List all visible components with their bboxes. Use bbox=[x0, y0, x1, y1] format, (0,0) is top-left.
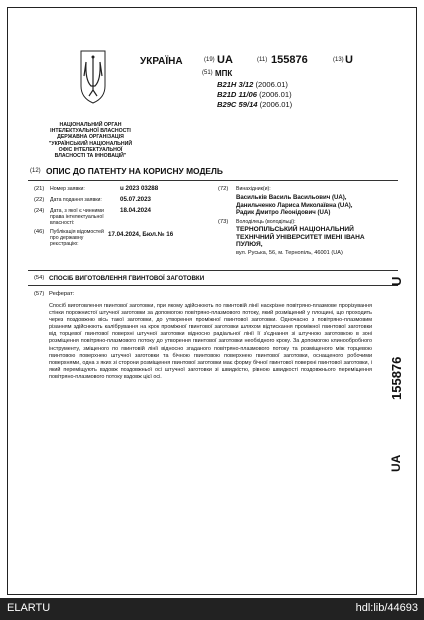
invention-title: СПОСІБ ВИГОТОВЛЕННЯ ГВИНТОВОЇ ЗАГОТОВКИ bbox=[49, 275, 205, 282]
side-kind: U bbox=[389, 276, 404, 286]
inventors-list: Васильків Василь Васильович (UA), Данильченко Лариса Миколаївна (UA), Радик Дмитро Леонідович (UA) bbox=[236, 194, 353, 217]
field-73-label: Володілець (володільці): bbox=[236, 219, 296, 225]
side-patent-number bbox=[387, 276, 411, 476]
field-21-code: (21) bbox=[34, 186, 45, 192]
ipc-label: МПК bbox=[215, 69, 233, 78]
field-57-code: (57) bbox=[34, 291, 45, 297]
field-46-code: (46) bbox=[34, 229, 45, 235]
divider bbox=[28, 270, 398, 271]
abstract-label: Реферат: bbox=[49, 291, 75, 297]
side-number: 155876 bbox=[389, 356, 404, 400]
code-12: (12) bbox=[30, 168, 41, 174]
field-72-code: (72) bbox=[218, 186, 229, 192]
owner-name: ТЕРНОПІЛЬСЬКИЙ НАЦІОНАЛЬНИЙ ТЕХНІЧНИЙ УНІВЕРСИТЕТ ІМЕНІ ІВАНА ПУЛЮЯ, bbox=[236, 226, 365, 249]
field-72-label: Винахідник(и): bbox=[236, 186, 271, 192]
code-11: (11) bbox=[257, 57, 268, 63]
owner-address: вул. Руська, 56, м. Тернопіль, 46001 (UA) bbox=[236, 250, 343, 256]
kind-code: U bbox=[345, 54, 353, 66]
ipc-entry: B21H 3/12 (2006.01) bbox=[217, 80, 288, 89]
patent-number: 155876 bbox=[271, 54, 308, 66]
divider bbox=[28, 285, 398, 286]
field-24-value: 18.04.2024 bbox=[120, 207, 151, 214]
ipc-entry: B21D 11/06 (2006.01) bbox=[217, 90, 292, 99]
side-ua: UA bbox=[389, 454, 403, 472]
country-name: УКРАЇНА bbox=[140, 56, 183, 67]
ipc-entry: B29C 59/14 (2006.01) bbox=[217, 100, 293, 109]
footer-source: ELARTU bbox=[7, 602, 51, 614]
field-24-label: Дата, з якої є чинними права інтелектуальної власності: bbox=[50, 208, 104, 227]
field-54-code: (54) bbox=[34, 275, 45, 281]
field-46-label: Публікація відомостей про державну реєстрацію: bbox=[50, 229, 104, 248]
coat-of-arms-icon bbox=[80, 50, 106, 104]
code-13: (13) bbox=[333, 57, 344, 63]
divider bbox=[28, 180, 398, 181]
field-22-label: Дата подання заявки: bbox=[50, 197, 102, 203]
field-21-label: Номер заявки: bbox=[50, 186, 85, 192]
field-73-code: (73) bbox=[218, 219, 229, 225]
field-22-code: (22) bbox=[34, 197, 45, 203]
country-code: UA bbox=[217, 54, 233, 66]
abstract-text: Спосіб виготовлення гвинтової заготовки, при якому здійснюють по гвинтовій лінії наскрізне повітряно-плазмове прорізування стінки порожнистої штучної заготовки за допомогою повітряно-плазмового потоку, який розміщений у площині, що проходить через поздовжню вісь такої заготовки, до утворення проміжної гвинтової заготовки. Одночасно з повітряно-плазмовим різанням здійснюють калібрування на крок проміжної гвинтової заготовки шляхом відтискання проміжної гвинтової заготовки від торцевої гвинтової поверхні штучної заготовки відносно радіальної лінії її з'єднання зі штучною заготовкою в зоні розміщення повітряно-плазмового потоку до утворення гвинтової заготовки необхідного кроку. За допомогою клинообробного інструменту, зміщеного по гвинтовій лінії відносно згаданого повітряно-плазмового потоку та розміщеного між торцевою гвинтовою поверхнею штучної заготовки та бічною гвинтовою поверхнею гвинтової заготовки, оснащеного робочими поверхнями, одна з яких зі сторони розміщення гвинтової заготовки має форму бічної гвинтової поверхні гвинтової заготовки, і який переміщують вздовж поздовжньої осі штучної заготовки зі швидкістю, рівною швидкості поздовжнього переміщення повітряно-плазмового потоку вздовж цієї осі. bbox=[49, 303, 372, 380]
patent-page bbox=[7, 7, 417, 595]
authority-block: НАЦІОНАЛЬНИЙ ОРГАН ІНТЕЛЕКТУАЛЬНОЇ ВЛАСНОСТІ ДЕРЖАВНА ОРГАНІЗАЦІЯ "УКРАЇНСЬКИЙ НАЦІОНАЛЬНИЙ ОФІС ІНТЕЛЕКТУАЛЬНОЇ ВЛАСНОСТІ ТА ІННОВАЦІЙ" bbox=[48, 122, 133, 160]
field-24-code: (24) bbox=[34, 208, 45, 214]
document-type-title: ОПИС ДО ПАТЕНТУ НА КОРИСНУ МОДЕЛЬ bbox=[46, 166, 223, 176]
footer-handle: hdl:lib/44693 bbox=[355, 602, 418, 614]
code-51: (51) bbox=[202, 70, 213, 76]
field-46-value: 17.04.2024, Бюл.№ 16 bbox=[108, 231, 174, 238]
code-19: (19) bbox=[204, 57, 215, 63]
field-21-value: u 2023 03288 bbox=[120, 185, 159, 192]
footer-bar bbox=[0, 598, 424, 620]
field-22-value: 05.07.2023 bbox=[120, 196, 151, 203]
